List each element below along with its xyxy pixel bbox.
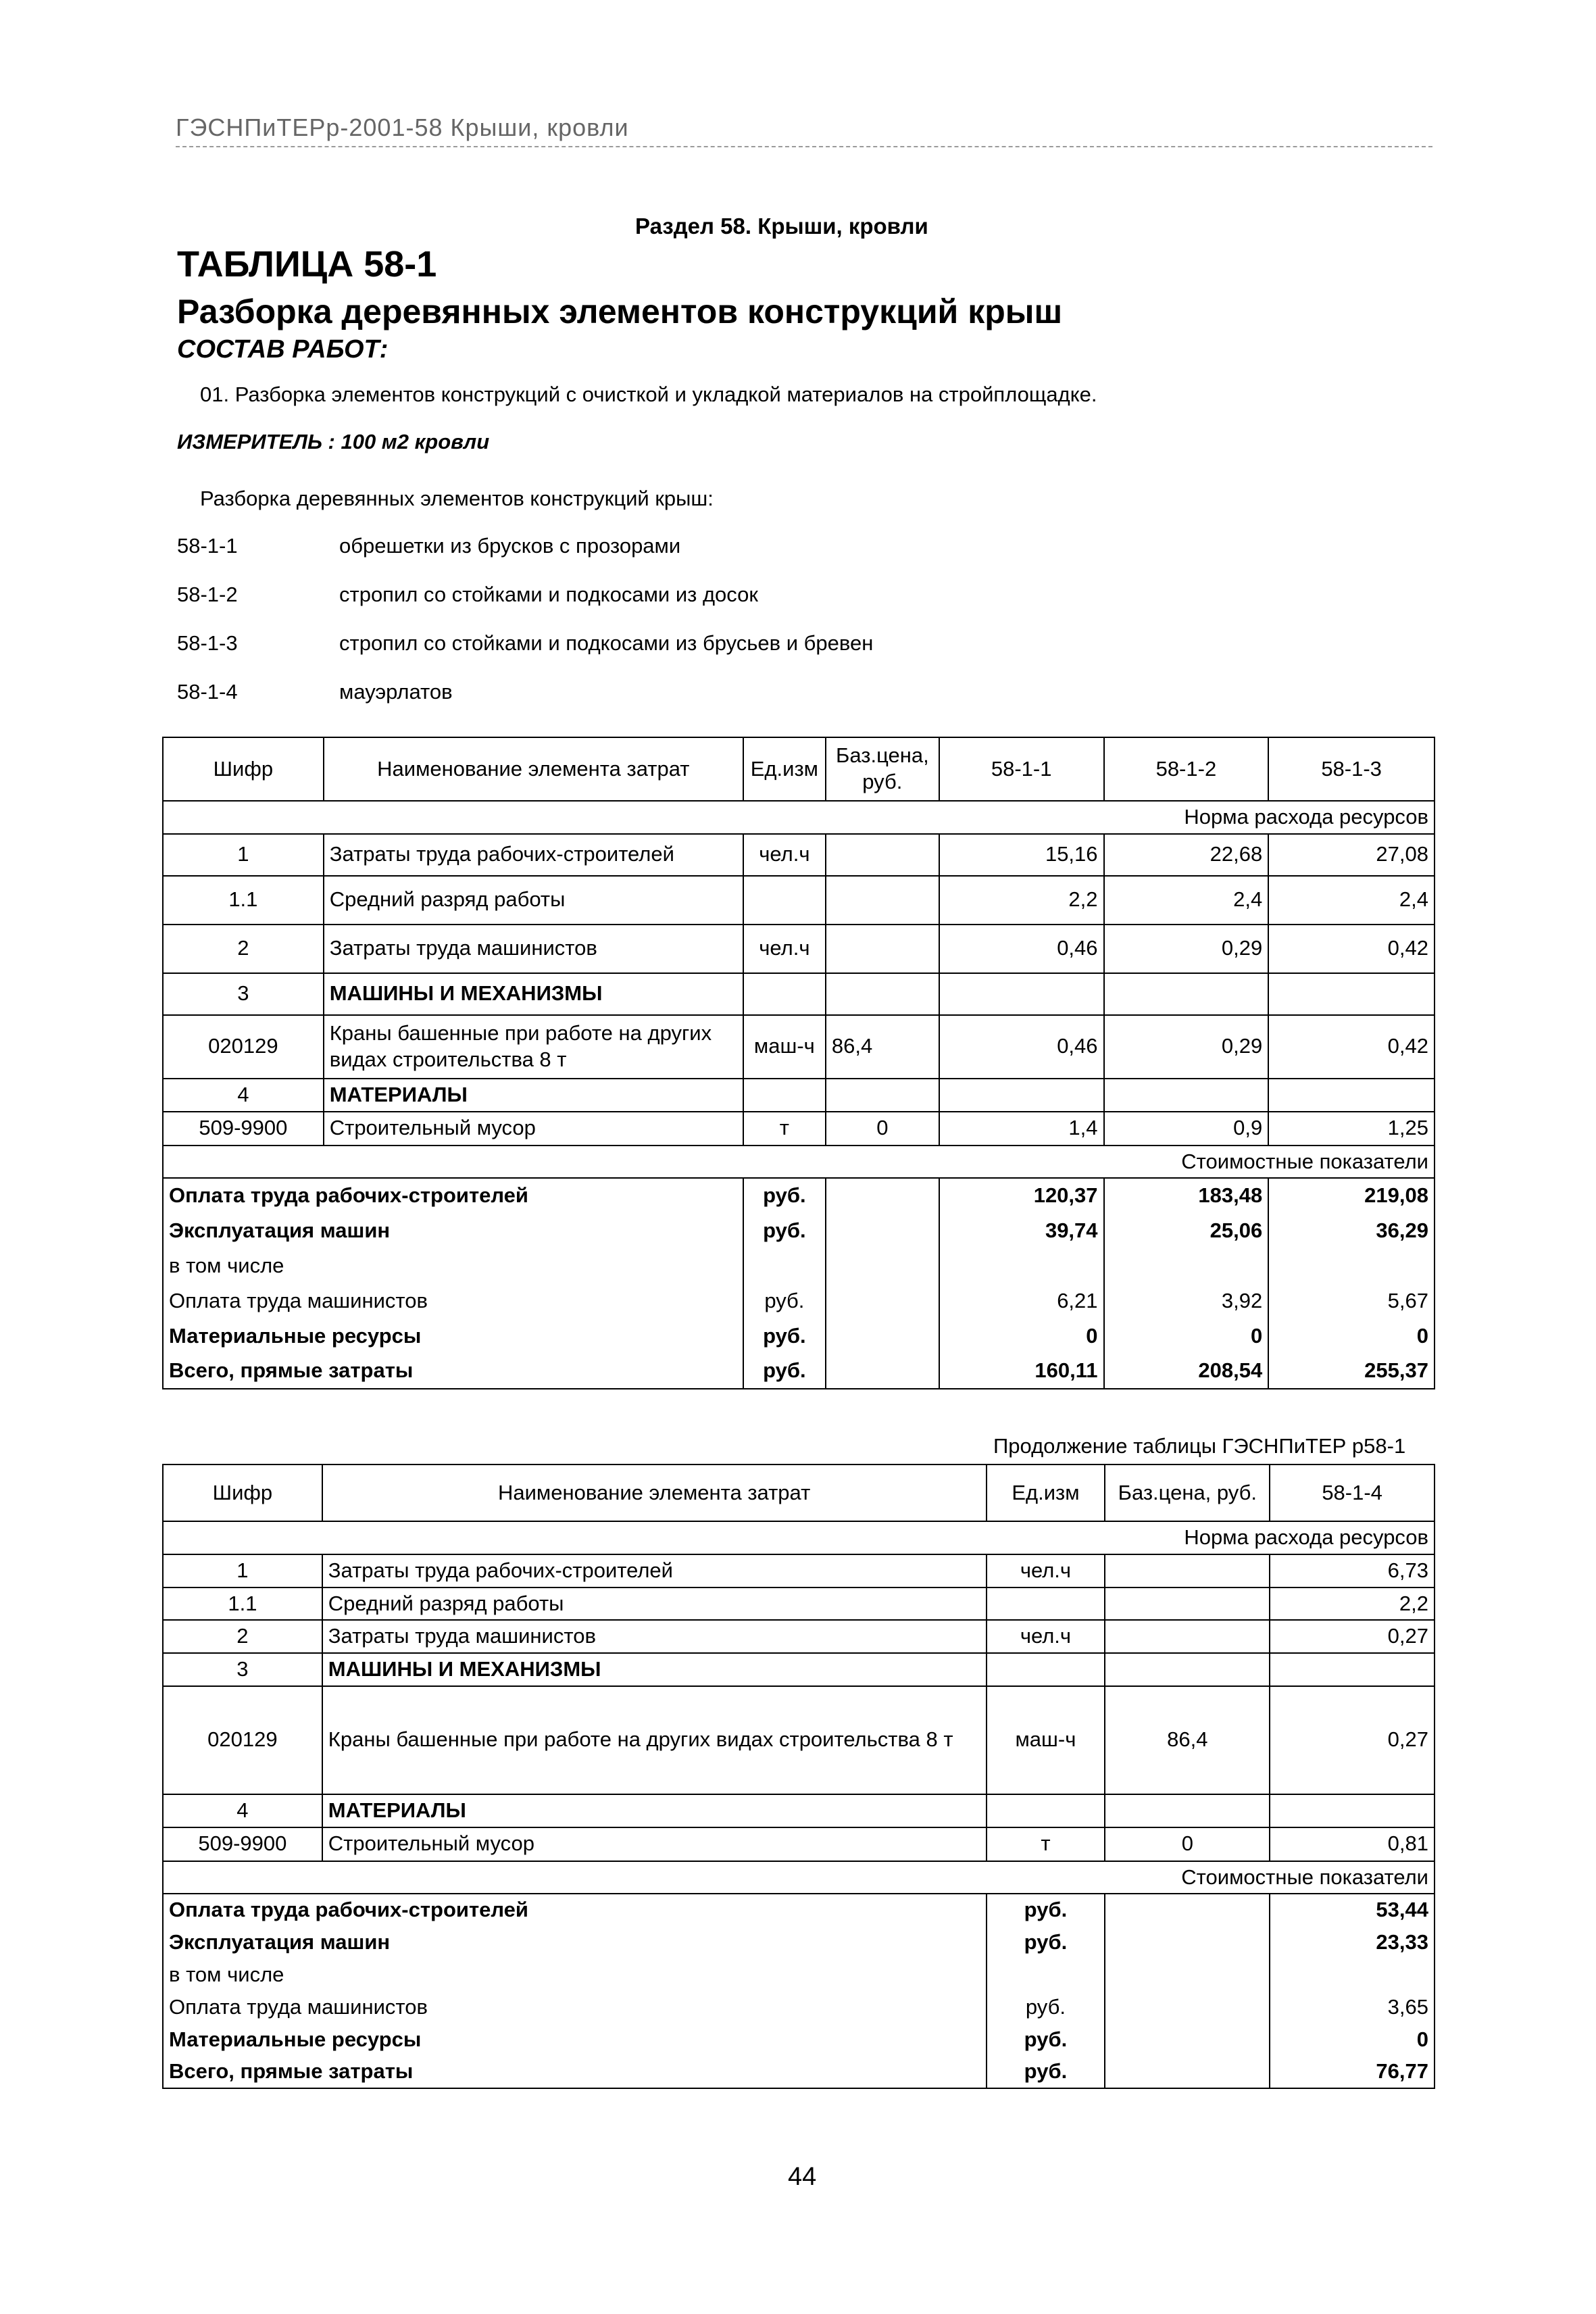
row-value <box>939 973 1104 1015</box>
row-unit: чел.ч <box>743 834 826 876</box>
cost-value: 25,06 <box>1104 1213 1269 1248</box>
cost-name: Эксплуатация машин <box>163 1213 743 1248</box>
norm-label: Норма расхода ресурсов <box>163 801 1435 834</box>
row-unit: маш-ч <box>743 1015 826 1079</box>
row-value: 0,81 <box>1270 1827 1435 1861</box>
row-name: Затраты труда рабочих-строителей <box>324 834 743 876</box>
cost-row <box>163 1213 1435 1248</box>
header-cell: Наименование элемента затрат <box>324 737 743 801</box>
row-code: 2 <box>163 1620 322 1653</box>
row-unit: маш-ч <box>987 1686 1105 1794</box>
row-value <box>939 1079 1104 1112</box>
row-price <box>1105 1587 1270 1621</box>
cost-value: 0 <box>939 1319 1104 1354</box>
cost-name: Эксплуатация машин <box>163 1926 987 1959</box>
table-header-row <box>163 1464 1435 1521</box>
variant-item <box>177 534 680 558</box>
row-unit: чел.ч <box>987 1554 1105 1587</box>
row-price <box>826 876 939 925</box>
row-name: Краны башенные при работе на других видах строительства 8 т <box>322 1686 987 1794</box>
row-name: Затраты труда машинистов <box>322 1620 987 1653</box>
row-value <box>1268 1079 1435 1112</box>
composition-label: СОСТАВ РАБОТ: <box>177 335 389 364</box>
variant-code: 58-1-4 <box>177 680 238 704</box>
header-cell: Ед.изм <box>743 737 826 801</box>
cost-value <box>939 1248 1104 1283</box>
row-value: 1,25 <box>1268 1112 1435 1146</box>
row-value: 0,27 <box>1270 1686 1435 1794</box>
row-unit <box>987 1587 1105 1621</box>
page-number: 44 <box>788 2163 817 2191</box>
row-code: 509-9900 <box>163 1112 324 1146</box>
row-unit <box>743 876 826 925</box>
cost-value: 120,37 <box>939 1178 1104 1213</box>
header-cell: 58-1-4 <box>1270 1464 1435 1521</box>
row-code: 3 <box>163 973 324 1015</box>
row-name: Строительный мусор <box>324 1112 743 1146</box>
table-row <box>163 1079 1435 1112</box>
row-value: 0,9 <box>1104 1112 1269 1146</box>
cost-value: 255,37 <box>1268 1354 1435 1389</box>
row-name: МАТЕРИАЛЫ <box>324 1079 743 1112</box>
row-unit: чел.ч <box>743 925 826 973</box>
cost-row <box>163 1959 1435 1991</box>
row-value: 2,2 <box>1270 1587 1435 1621</box>
row-value: 2,2 <box>939 876 1104 925</box>
header-cell: 58-1-1 <box>939 737 1104 801</box>
cost-value: 39,74 <box>939 1213 1104 1248</box>
row-value: 0,46 <box>939 925 1104 973</box>
header-cell: Шифр <box>163 737 324 801</box>
continuation-note: Продолжение таблицы ГЭСНПиТЕР р58-1 <box>993 1434 1406 1458</box>
table-row <box>163 1620 1435 1653</box>
row-name: Затраты труда машинистов <box>324 925 743 973</box>
row-code: 4 <box>163 1794 322 1827</box>
row-value: 2,4 <box>1104 876 1269 925</box>
cost-row <box>163 1894 1435 1926</box>
row-value: 0,46 <box>939 1015 1104 1079</box>
cost-value: 0 <box>1268 1319 1435 1354</box>
cost-name: в том числе <box>163 1959 987 1991</box>
row-price <box>826 834 939 876</box>
cost-value: 183,48 <box>1104 1178 1269 1213</box>
table-row <box>163 1554 1435 1587</box>
cost-value <box>1270 1959 1435 1991</box>
table-row <box>163 925 1435 973</box>
table-row <box>163 1686 1435 1794</box>
cost-value: 0 <box>1104 1319 1269 1354</box>
row-value: 27,08 <box>1268 834 1435 876</box>
cost-name: Всего, прямые затраты <box>163 2056 987 2088</box>
variant-text: обрешетки из брусков с прозорами <box>339 534 681 558</box>
row-code: 4 <box>163 1079 324 1112</box>
row-price <box>826 1079 939 1112</box>
variant-text: мауэрлатов <box>339 680 453 704</box>
cost-unit: руб. <box>987 2056 1105 2088</box>
variant-text: стропил со стойками и подкосами из брусьев и бревен <box>339 631 874 655</box>
cost-value: 23,33 <box>1270 1926 1435 1959</box>
cost-row <box>163 2023 1435 2056</box>
row-code: 3 <box>163 1653 322 1686</box>
page-title: Разборка деревянных элементов конструкций крыш <box>177 293 1063 330</box>
row-value: 0,27 <box>1270 1620 1435 1653</box>
cost-row <box>163 1283 1435 1319</box>
cost-unit: руб. <box>987 1894 1105 1926</box>
cost-value: 3,92 <box>1104 1283 1269 1319</box>
cost-unit: руб. <box>743 1213 826 1248</box>
row-value: 6,73 <box>1270 1554 1435 1587</box>
row-value: 1,4 <box>939 1112 1104 1146</box>
row-value: 15,16 <box>939 834 1104 876</box>
row-price <box>826 925 939 973</box>
cost-name: Всего, прямые затраты <box>163 1354 743 1389</box>
row-code: 1.1 <box>163 1587 322 1621</box>
variant-item <box>177 583 758 607</box>
header-cell: Баз.цена, руб. <box>826 737 939 801</box>
table-row <box>163 876 1435 925</box>
cost-value: 76,77 <box>1270 2056 1435 2088</box>
row-code: 1 <box>163 1554 322 1587</box>
row-unit: т <box>743 1112 826 1146</box>
row-name: Средний разряд работы <box>324 876 743 925</box>
cost-value <box>1268 1248 1435 1283</box>
cost-unit: руб. <box>987 2023 1105 2056</box>
variant-code: 58-1-1 <box>177 534 238 558</box>
cost-row <box>163 1926 1435 1959</box>
row-price: 0 <box>826 1112 939 1146</box>
row-name: МАТЕРИАЛЫ <box>322 1794 987 1827</box>
variant-text: стропил со стойками и подкосами из досок <box>339 583 758 606</box>
cost-value <box>1104 1248 1269 1283</box>
cost-value: 219,08 <box>1268 1178 1435 1213</box>
header-cell: Ед.изм <box>987 1464 1105 1521</box>
cost-label: Стоимостные показатели <box>163 1861 1435 1894</box>
cost-unit: руб. <box>743 1283 826 1319</box>
row-code: 1.1 <box>163 876 324 925</box>
row-value <box>1270 1794 1435 1827</box>
table-row <box>163 1653 1435 1686</box>
variant-item <box>177 680 453 704</box>
running-header: ГЭСНПиТЕРр-2001-58 Крыши, кровли <box>176 114 1432 147</box>
row-name: МАШИНЫ И МЕХАНИЗМЫ <box>324 973 743 1015</box>
row-code: 2 <box>163 925 324 973</box>
variant-code: 58-1-2 <box>177 583 238 606</box>
cost-unit: руб. <box>987 1926 1105 1959</box>
cost-name: Оплата труда рабочих-строителей <box>163 1894 987 1926</box>
row-value: 0,29 <box>1104 1015 1269 1079</box>
row-price: 86,4 <box>1105 1686 1270 1794</box>
cost-row <box>163 1991 1435 2023</box>
cost-row <box>163 2056 1435 2088</box>
cost-name: в том числе <box>163 1248 743 1283</box>
header-cell: Баз.цена, руб. <box>1105 1464 1270 1521</box>
row-price <box>1105 1620 1270 1653</box>
row-name: Краны башенные при работе на других видах строительства 8 т <box>324 1015 743 1079</box>
row-code: 020129 <box>163 1686 322 1794</box>
row-code: 020129 <box>163 1015 324 1079</box>
cost-name: Материальные ресурсы <box>163 2023 987 2056</box>
table-row <box>163 834 1435 876</box>
table-row <box>163 1015 1435 1079</box>
header-cell: 58-1-2 <box>1104 737 1269 801</box>
row-price <box>1105 1794 1270 1827</box>
table-row <box>163 973 1435 1015</box>
resource-table-2 <box>162 1464 1435 2089</box>
cost-unit <box>987 1959 1105 1991</box>
cost-value: 160,11 <box>939 1354 1104 1389</box>
row-unit <box>743 973 826 1015</box>
cost-name: Материальные ресурсы <box>163 1319 743 1354</box>
row-value <box>1268 973 1435 1015</box>
variant-item <box>177 631 873 656</box>
resource-table-1 <box>162 737 1435 1389</box>
row-price <box>1105 1554 1270 1587</box>
variants-intro: Разборка деревянных элементов конструкций крыш: <box>200 487 714 510</box>
row-value: 2,4 <box>1268 876 1435 925</box>
cost-value: 36,29 <box>1268 1213 1435 1248</box>
variant-code: 58-1-3 <box>177 631 238 655</box>
table-header-row <box>163 737 1435 801</box>
measure-unit: ИЗМЕРИТЕЛЬ : 100 м2 кровли <box>177 430 490 453</box>
cost-value: 208,54 <box>1104 1354 1269 1389</box>
table-label: ТАБЛИЦА 58-1 <box>177 244 437 285</box>
row-value: 0,29 <box>1104 925 1269 973</box>
work-item: 01. Разборка элементов конструкций с очисткой и укладкой материалов на стройплощадке. <box>200 383 1097 406</box>
cost-row <box>163 1178 1435 1213</box>
cost-name: Оплата труда машинистов <box>163 1283 743 1319</box>
cost-row <box>163 1354 1435 1389</box>
row-value: 0,42 <box>1268 1015 1435 1079</box>
row-unit <box>987 1794 1105 1827</box>
row-name: Средний разряд работы <box>322 1587 987 1621</box>
cost-row <box>163 1248 1435 1283</box>
cost-unit: руб. <box>743 1178 826 1213</box>
cost-value: 6,21 <box>939 1283 1104 1319</box>
cost-unit: руб. <box>743 1319 826 1354</box>
row-unit: т <box>987 1827 1105 1861</box>
row-name: Строительный мусор <box>322 1827 987 1861</box>
cost-unit: руб. <box>743 1354 826 1389</box>
row-unit: чел.ч <box>987 1620 1105 1653</box>
row-name: МАШИНЫ И МЕХАНИЗМЫ <box>322 1653 987 1686</box>
row-name: Затраты труда рабочих-строителей <box>322 1554 987 1587</box>
cost-value: 53,44 <box>1270 1894 1435 1926</box>
row-unit <box>987 1653 1105 1686</box>
table-row <box>163 1587 1435 1621</box>
table-row <box>163 1112 1435 1146</box>
section-heading: Раздел 58. Крыши, кровли <box>635 214 928 239</box>
row-unit <box>743 1079 826 1112</box>
row-value: 22,68 <box>1104 834 1269 876</box>
norm-label: Норма расхода ресурсов <box>163 1521 1435 1554</box>
row-price <box>1105 1653 1270 1686</box>
header-cell: Наименование элемента затрат <box>322 1464 987 1521</box>
cost-value: 5,67 <box>1268 1283 1435 1319</box>
row-value <box>1104 973 1269 1015</box>
row-value <box>1104 1079 1269 1112</box>
row-price <box>826 973 939 1015</box>
row-code: 509-9900 <box>163 1827 322 1861</box>
cost-name: Оплата труда рабочих-строителей <box>163 1178 743 1213</box>
header-cell: 58-1-3 <box>1268 737 1435 801</box>
row-price: 86,4 <box>826 1015 939 1079</box>
cost-name: Оплата труда машинистов <box>163 1991 987 2023</box>
row-value: 0,42 <box>1268 925 1435 973</box>
cost-unit <box>743 1248 826 1283</box>
cost-row <box>163 1319 1435 1354</box>
row-code: 1 <box>163 834 324 876</box>
table-row <box>163 1827 1435 1861</box>
table-row <box>163 1794 1435 1827</box>
header-cell: Шифр <box>163 1464 322 1521</box>
row-price: 0 <box>1105 1827 1270 1861</box>
row-value <box>1270 1653 1435 1686</box>
cost-unit: руб. <box>987 1991 1105 2023</box>
cost-label: Стоимостные показатели <box>163 1146 1435 1179</box>
cost-value: 3,65 <box>1270 1991 1435 2023</box>
cost-value: 0 <box>1270 2023 1435 2056</box>
